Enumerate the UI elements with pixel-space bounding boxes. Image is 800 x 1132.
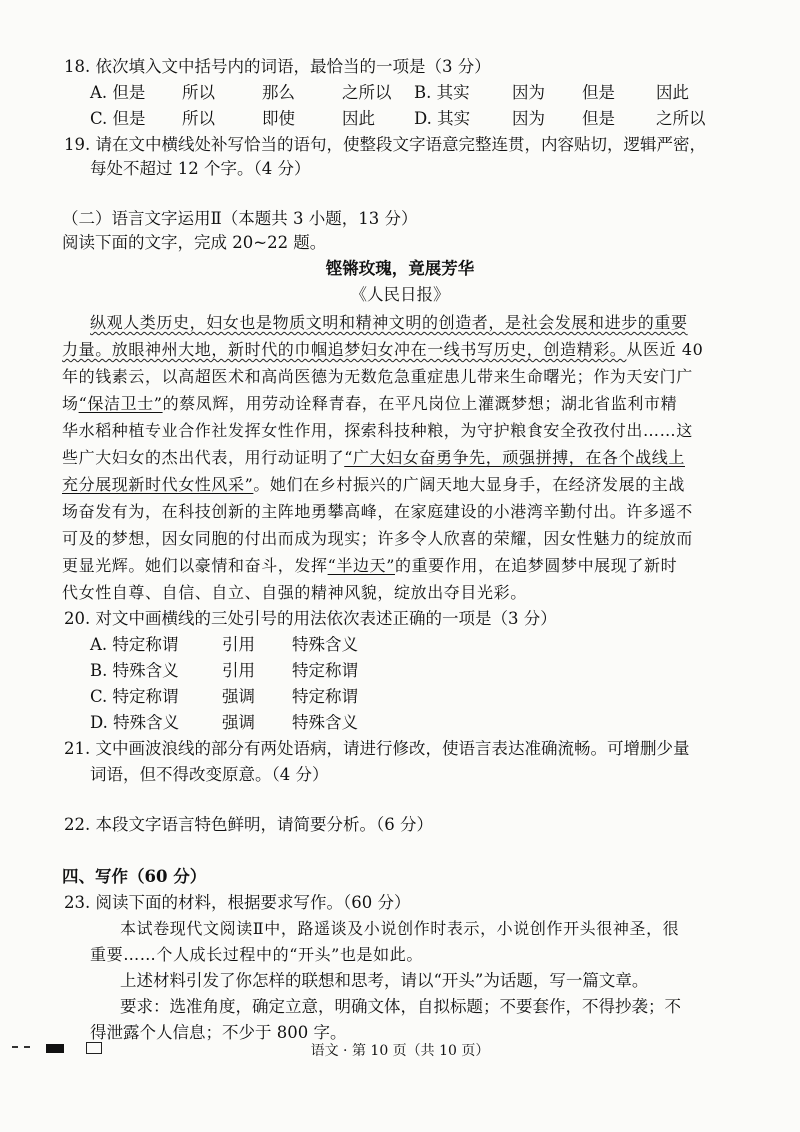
q18-option-a-word: 之所以 (342, 83, 392, 102)
passage-line (62, 393, 677, 415)
passage-line: 华水稻种植专业合作社发挥女性作用，探索科技种粮，为守护粮食安全孜孜付出……这 (62, 421, 693, 440)
q23-stem: 23. 阅读下面的材料，根据要求写作。（60 分） (64, 893, 411, 912)
underlined-quote-2: “广大妇女奋勇争先，顽强拼搏，在各个战线上 (344, 448, 685, 467)
option-word: 特定称谓 (292, 661, 358, 680)
q18-stem: 18. 依次填入文中括号内的词语，最恰当的一项是（3 分） (64, 57, 491, 76)
section2-instruction: 阅读下面的文字，完成 20~22 题。 (62, 233, 327, 252)
requirement-line: 要求：选准角度，确定立意，明确文体，自拟标题；不要套作，不得抄袭；不 (120, 997, 681, 1016)
q18-option-a-word: 那么 (262, 83, 295, 102)
passage-line (62, 447, 685, 469)
underlined-quote-1: “保洁卫士” (78, 394, 163, 413)
page-footer: 语文 · 第 10 页（共 10 页） (310, 1043, 490, 1059)
option-label: D. 特殊含义 (90, 713, 180, 732)
material-line: 本试卷现代文阅读Ⅱ中，路遥谈及小说创作时表示，小说创作开头很神圣，很 (120, 919, 680, 938)
q20-stem: 20. 对文中画横线的三处引号的用法依次表述正确的一项是（3 分） (64, 609, 557, 628)
passage-line (62, 474, 685, 496)
q18-option-c-word: 即使 (262, 109, 295, 128)
wavy-underline-text: 力量。放眼神州大地，新时代的巾帼追梦妇女冲在一线书写历史，创造精彩。 (62, 340, 627, 359)
q18-option-b-word: 但是 (582, 83, 615, 102)
option-word: 引用 (222, 661, 255, 680)
passage-text: 。她们在乡村振兴的广阔天地大显身手，在经济发展的主战 (253, 475, 685, 494)
passage-text: 的重要作用，在追梦圆梦中展现了新时 (394, 556, 678, 575)
q18-option-b: B. 其实 (414, 83, 470, 102)
q18-option-d: D. 其实 (414, 109, 471, 128)
wavy-underline-text: 纵观人类历史，妇女也是物质文明和精神文明的创造者，是社会发展和进步的重要 (90, 313, 688, 332)
passage-line (62, 555, 677, 577)
passage-text: 的蔡凤辉，用劳动诠释青春，在平凡岗位上灌溉梦想；湖北省监利市精 (162, 394, 678, 413)
passage-line: 代女性自尊、自信、自立、自强的精神风貌，绽放出夺目光彩。 (62, 583, 527, 602)
option-word: 特殊含义 (292, 635, 358, 654)
passage-source: 《人民日报》 (350, 285, 450, 304)
q18-option-d-word: 但是 (582, 109, 615, 128)
q21-line2: 词语，但不得改变原意。（4 分） (90, 765, 329, 784)
q18-option-b-word: 因为 (512, 83, 545, 102)
option-word: 强调 (222, 713, 255, 732)
option-word: 引用 (222, 635, 255, 654)
q18-options-row1 (90, 82, 689, 104)
passage-text: 更显光辉。她们以豪情和奋斗，发挥 (62, 556, 328, 575)
passage-line (90, 312, 688, 334)
option-word: 强调 (222, 687, 255, 706)
option-word: 特殊含义 (292, 713, 358, 732)
underlined-quote-3: “半边天” (327, 556, 395, 575)
passage-line (62, 339, 703, 361)
passage-text: 从医近 40 (626, 340, 704, 359)
q20-option-b (90, 660, 358, 682)
q20-option-c (90, 686, 358, 708)
q20-option-d (90, 712, 358, 734)
option-label: B. 特殊含义 (90, 661, 179, 680)
passage-line: 年的钱素云，以高超医术和高尚医德为无数危急重症患儿带来生命曙光；作为天安门广 (62, 367, 693, 386)
requirement-line: 得泄露个人信息；不少于 800 字。 (90, 1023, 347, 1042)
q18-option-c-word: 因此 (342, 109, 375, 128)
q21-line1: 21. 文中画波浪线的部分有两处语病，请进行修改，使语言表达准确流畅。可增删少量 (64, 739, 690, 758)
q18-option-d-word: 之所以 (656, 109, 706, 128)
material-line: 重要……个人成长过程中的“开头”也是如此。 (90, 945, 423, 964)
q18-options-row2 (90, 108, 706, 130)
q18-option-d-word: 因为 (512, 109, 545, 128)
q19-line2: 每处不超过 12 个字。（4 分） (90, 159, 311, 178)
passage-text: 场 (62, 394, 79, 413)
q18-option-c: C. 但是 (90, 109, 146, 128)
passage-line: 可及的梦想，因女同胞的付出而成为现实；许多令人欣喜的荣耀，因女性魅力的绽放而 (62, 529, 693, 548)
section2-heading: （二）语言文字运用Ⅱ（本题共 3 小题，13 分） (62, 209, 418, 228)
option-word: 特定称谓 (292, 687, 358, 706)
q18-option-a: A. 但是 (90, 83, 146, 102)
underlined-quote-2-cont: 充分展现新时代女性风采” (62, 475, 254, 494)
section4-heading: 四、写作（60 分） (62, 867, 207, 886)
option-label: C. 特定称谓 (90, 687, 179, 706)
option-label: A. 特定称谓 (90, 635, 179, 654)
passage-title: 铿锵玫瑰，竟展芳华 (325, 259, 475, 278)
q18-option-c-word: 所以 (182, 109, 215, 128)
q18-option-b-word: 因此 (656, 83, 689, 102)
q22-stem: 22. 本段文字语言特色鲜明，请简要分析。（6 分） (64, 815, 433, 834)
q19-line1: 19. 请在文中横线处补写恰当的语句，使整段文字语意完整连贯，内容贴切，逻辑严密， (64, 135, 706, 154)
prompt-line: 上述材料引发了你怎样的联想和思考，请以“开头”为话题，写一篇文章。 (120, 971, 649, 990)
passage-text: 些广大妇女的杰出代表，用行动证明了 (62, 448, 345, 467)
q20-option-a (90, 634, 358, 656)
passage-line: 场奋发有为，在科技创新的主阵地勇攀高峰，在家庭建设的小港湾辛勤付出。许多遥不 (62, 502, 693, 521)
q18-option-a-word: 所以 (182, 83, 215, 102)
